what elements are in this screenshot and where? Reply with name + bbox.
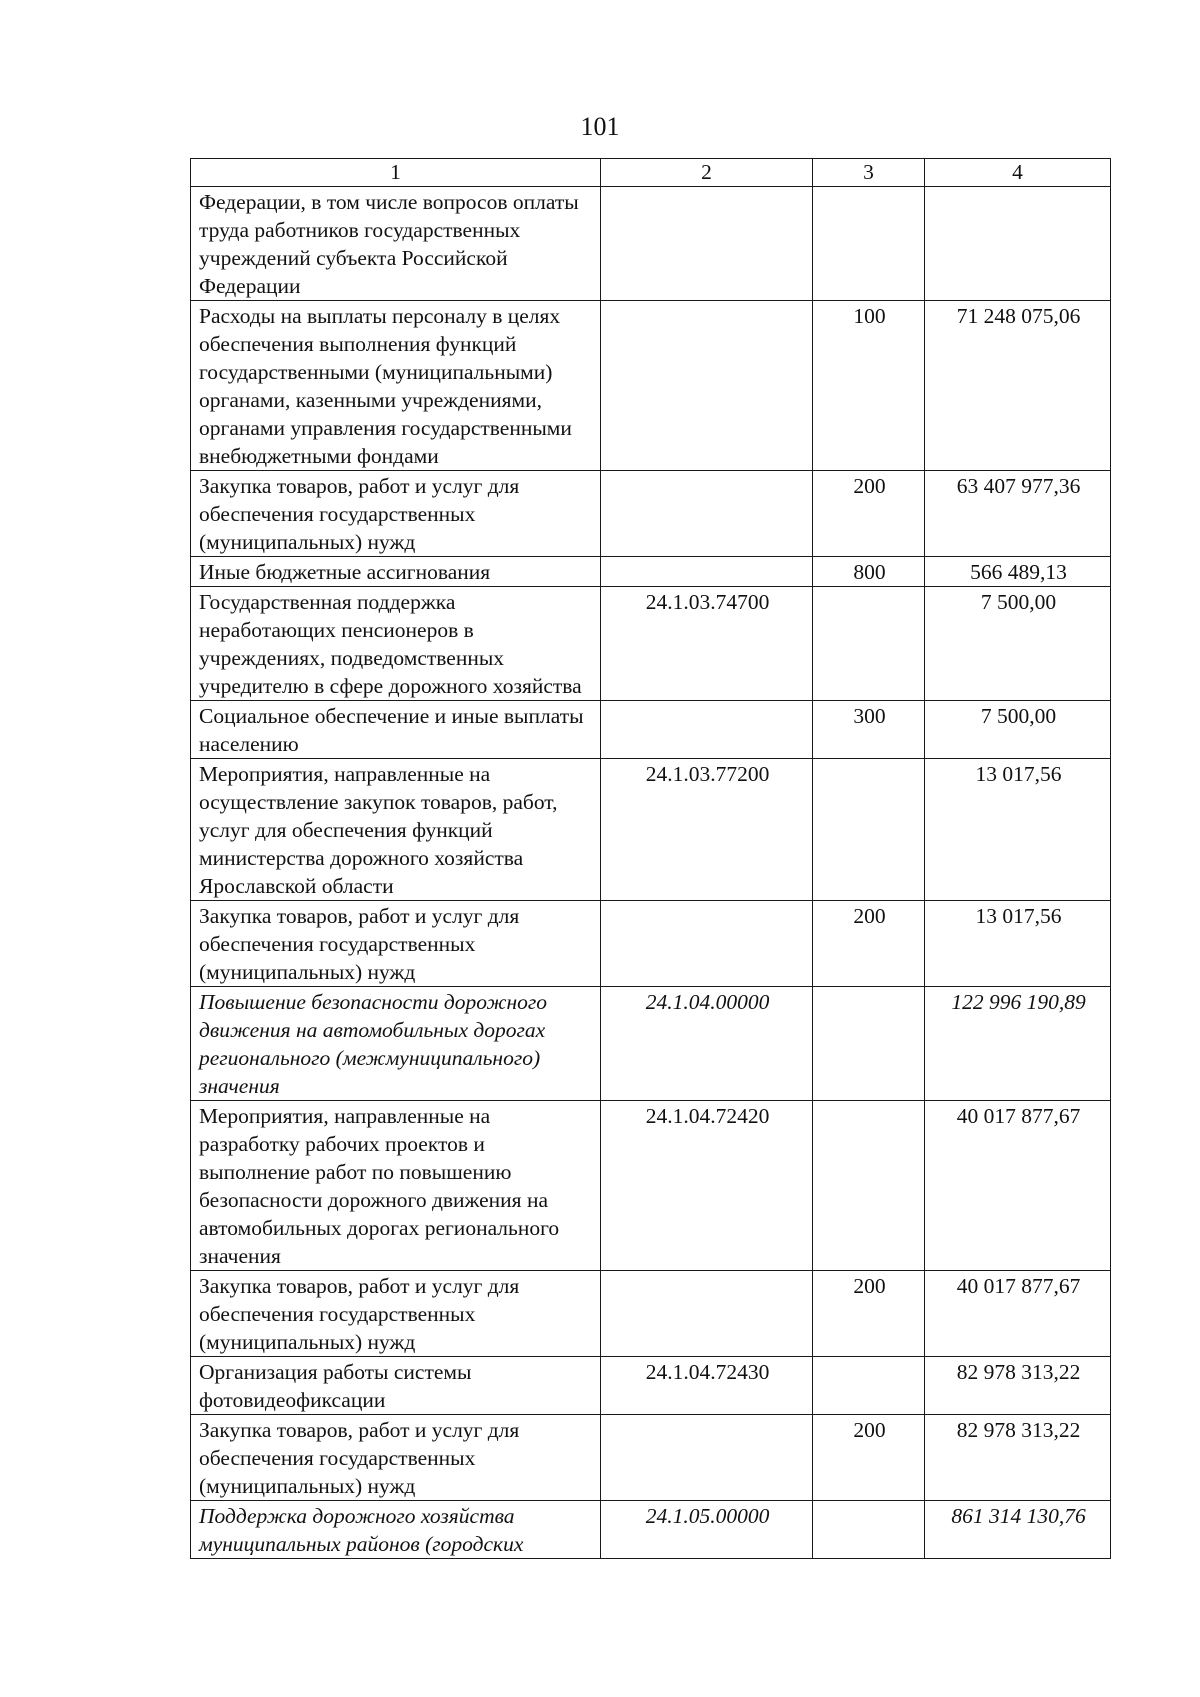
column-header-name: 1: [191, 159, 601, 187]
cell-type: [813, 759, 925, 901]
cell-name: Поддержка дорожного хозяйства муниципальных районов (городских: [191, 1501, 601, 1559]
cell-type: 200: [813, 1271, 925, 1357]
cell-amount: 122 996 190,89: [925, 987, 1111, 1101]
cell-code: [601, 471, 813, 557]
cell-amount: 40 017 877,67: [925, 1271, 1111, 1357]
table-row: [191, 557, 1111, 587]
cell-code: [601, 557, 813, 587]
cell-amount: 566 489,13: [925, 557, 1111, 587]
cell-name: Иные бюджетные ассигнования: [191, 557, 601, 587]
table-row: [191, 1101, 1111, 1271]
cell-code: 24.1.03.74700: [601, 587, 813, 701]
column-header-type: 3: [813, 159, 925, 187]
cell-name: Закупка товаров, работ и услуг для обеспечения государственных (муниципальных) нужд: [191, 901, 601, 987]
cell-type: [813, 187, 925, 301]
cell-amount: 13 017,56: [925, 759, 1111, 901]
table-row: [191, 759, 1111, 901]
table-row: [191, 1357, 1111, 1415]
cell-amount: [925, 187, 1111, 301]
cell-amount: 861 314 130,76: [925, 1501, 1111, 1559]
cell-name: Закупка товаров, работ и услуг для обеспечения государственных (муниципальных) нужд: [191, 471, 601, 557]
cell-name: Мероприятия, направленные на осуществление закупок товаров, работ, услуг для обеспечения функций министерства дорожного хозяйства Ярославской области: [191, 759, 601, 901]
cell-type: 200: [813, 471, 925, 557]
cell-amount: 71 248 075,06: [925, 301, 1111, 471]
table-body: [191, 187, 1111, 1559]
cell-type: 800: [813, 557, 925, 587]
table-row: [191, 587, 1111, 701]
table-row: [191, 301, 1111, 471]
cell-code: 24.1.04.72430: [601, 1357, 813, 1415]
cell-code: 24.1.05.00000: [601, 1501, 813, 1559]
cell-name: Закупка товаров, работ и услуг для обеспечения государственных (муниципальных) нужд: [191, 1415, 601, 1501]
cell-amount: 40 017 877,67: [925, 1101, 1111, 1271]
cell-type: 100: [813, 301, 925, 471]
page-number: 101: [580, 112, 620, 141]
cell-code: [601, 1271, 813, 1357]
cell-name: Повышение безопасности дорожного движения на автомобильных дорогах регионального (межмуниципального) значения: [191, 987, 601, 1101]
cell-amount: 13 017,56: [925, 901, 1111, 987]
cell-name: Закупка товаров, работ и услуг для обеспечения государственных (муниципальных) нужд: [191, 1271, 601, 1357]
table-row: [191, 701, 1111, 759]
cell-amount: 63 407 977,36: [925, 471, 1111, 557]
cell-type: [813, 987, 925, 1101]
cell-code: [601, 187, 813, 301]
cell-amount: 7 500,00: [925, 587, 1111, 701]
cell-code: [601, 1415, 813, 1501]
column-header-code: 2: [601, 159, 813, 187]
cell-amount: 7 500,00: [925, 701, 1111, 759]
budget-table: [190, 158, 1111, 1559]
cell-code: 24.1.03.77200: [601, 759, 813, 901]
cell-name: Мероприятия, направленные на разработку рабочих проектов и выполнение работ по повышению безопасности дорожного движения на автомобильных дорогах регионального значения: [191, 1101, 601, 1271]
cell-type: [813, 1501, 925, 1559]
cell-type: 300: [813, 701, 925, 759]
cell-type: 200: [813, 1415, 925, 1501]
table-row: [191, 901, 1111, 987]
cell-code: [601, 901, 813, 987]
cell-code: [601, 701, 813, 759]
cell-code: 24.1.04.00000: [601, 987, 813, 1101]
cell-type: [813, 1357, 925, 1415]
cell-name: Социальное обеспечение и иные выплаты населению: [191, 701, 601, 759]
table-row: [191, 1501, 1111, 1559]
cell-name: Государственная поддержка неработающих пенсионеров в учреждениях, подведомственных учредителю в сфере дорожного хозяйства: [191, 587, 601, 701]
table-header-row: [191, 159, 1111, 187]
cell-amount: 82 978 313,22: [925, 1357, 1111, 1415]
cell-type: [813, 1101, 925, 1271]
cell-code: [601, 301, 813, 471]
table-row: [191, 471, 1111, 557]
table-row: [191, 1415, 1111, 1501]
cell-name: Расходы на выплаты персоналу в целях обеспечения выполнения функций государственными (муниципальными) органами, казенными учреждениями, органами управления государственными внебюджетными фондами: [191, 301, 601, 471]
cell-name: Федерации, в том числе вопросов оплаты труда работников государственных учреждений субъекта Российской Федерации: [191, 187, 601, 301]
table-row: [191, 1271, 1111, 1357]
column-header-amount: 4: [925, 159, 1111, 187]
cell-name: Организация работы системы фотовидеофиксации: [191, 1357, 601, 1415]
cell-type: [813, 587, 925, 701]
table-row: [191, 187, 1111, 301]
cell-amount: 82 978 313,22: [925, 1415, 1111, 1501]
cell-code: 24.1.04.72420: [601, 1101, 813, 1271]
table-row: [191, 987, 1111, 1101]
cell-type: 200: [813, 901, 925, 987]
